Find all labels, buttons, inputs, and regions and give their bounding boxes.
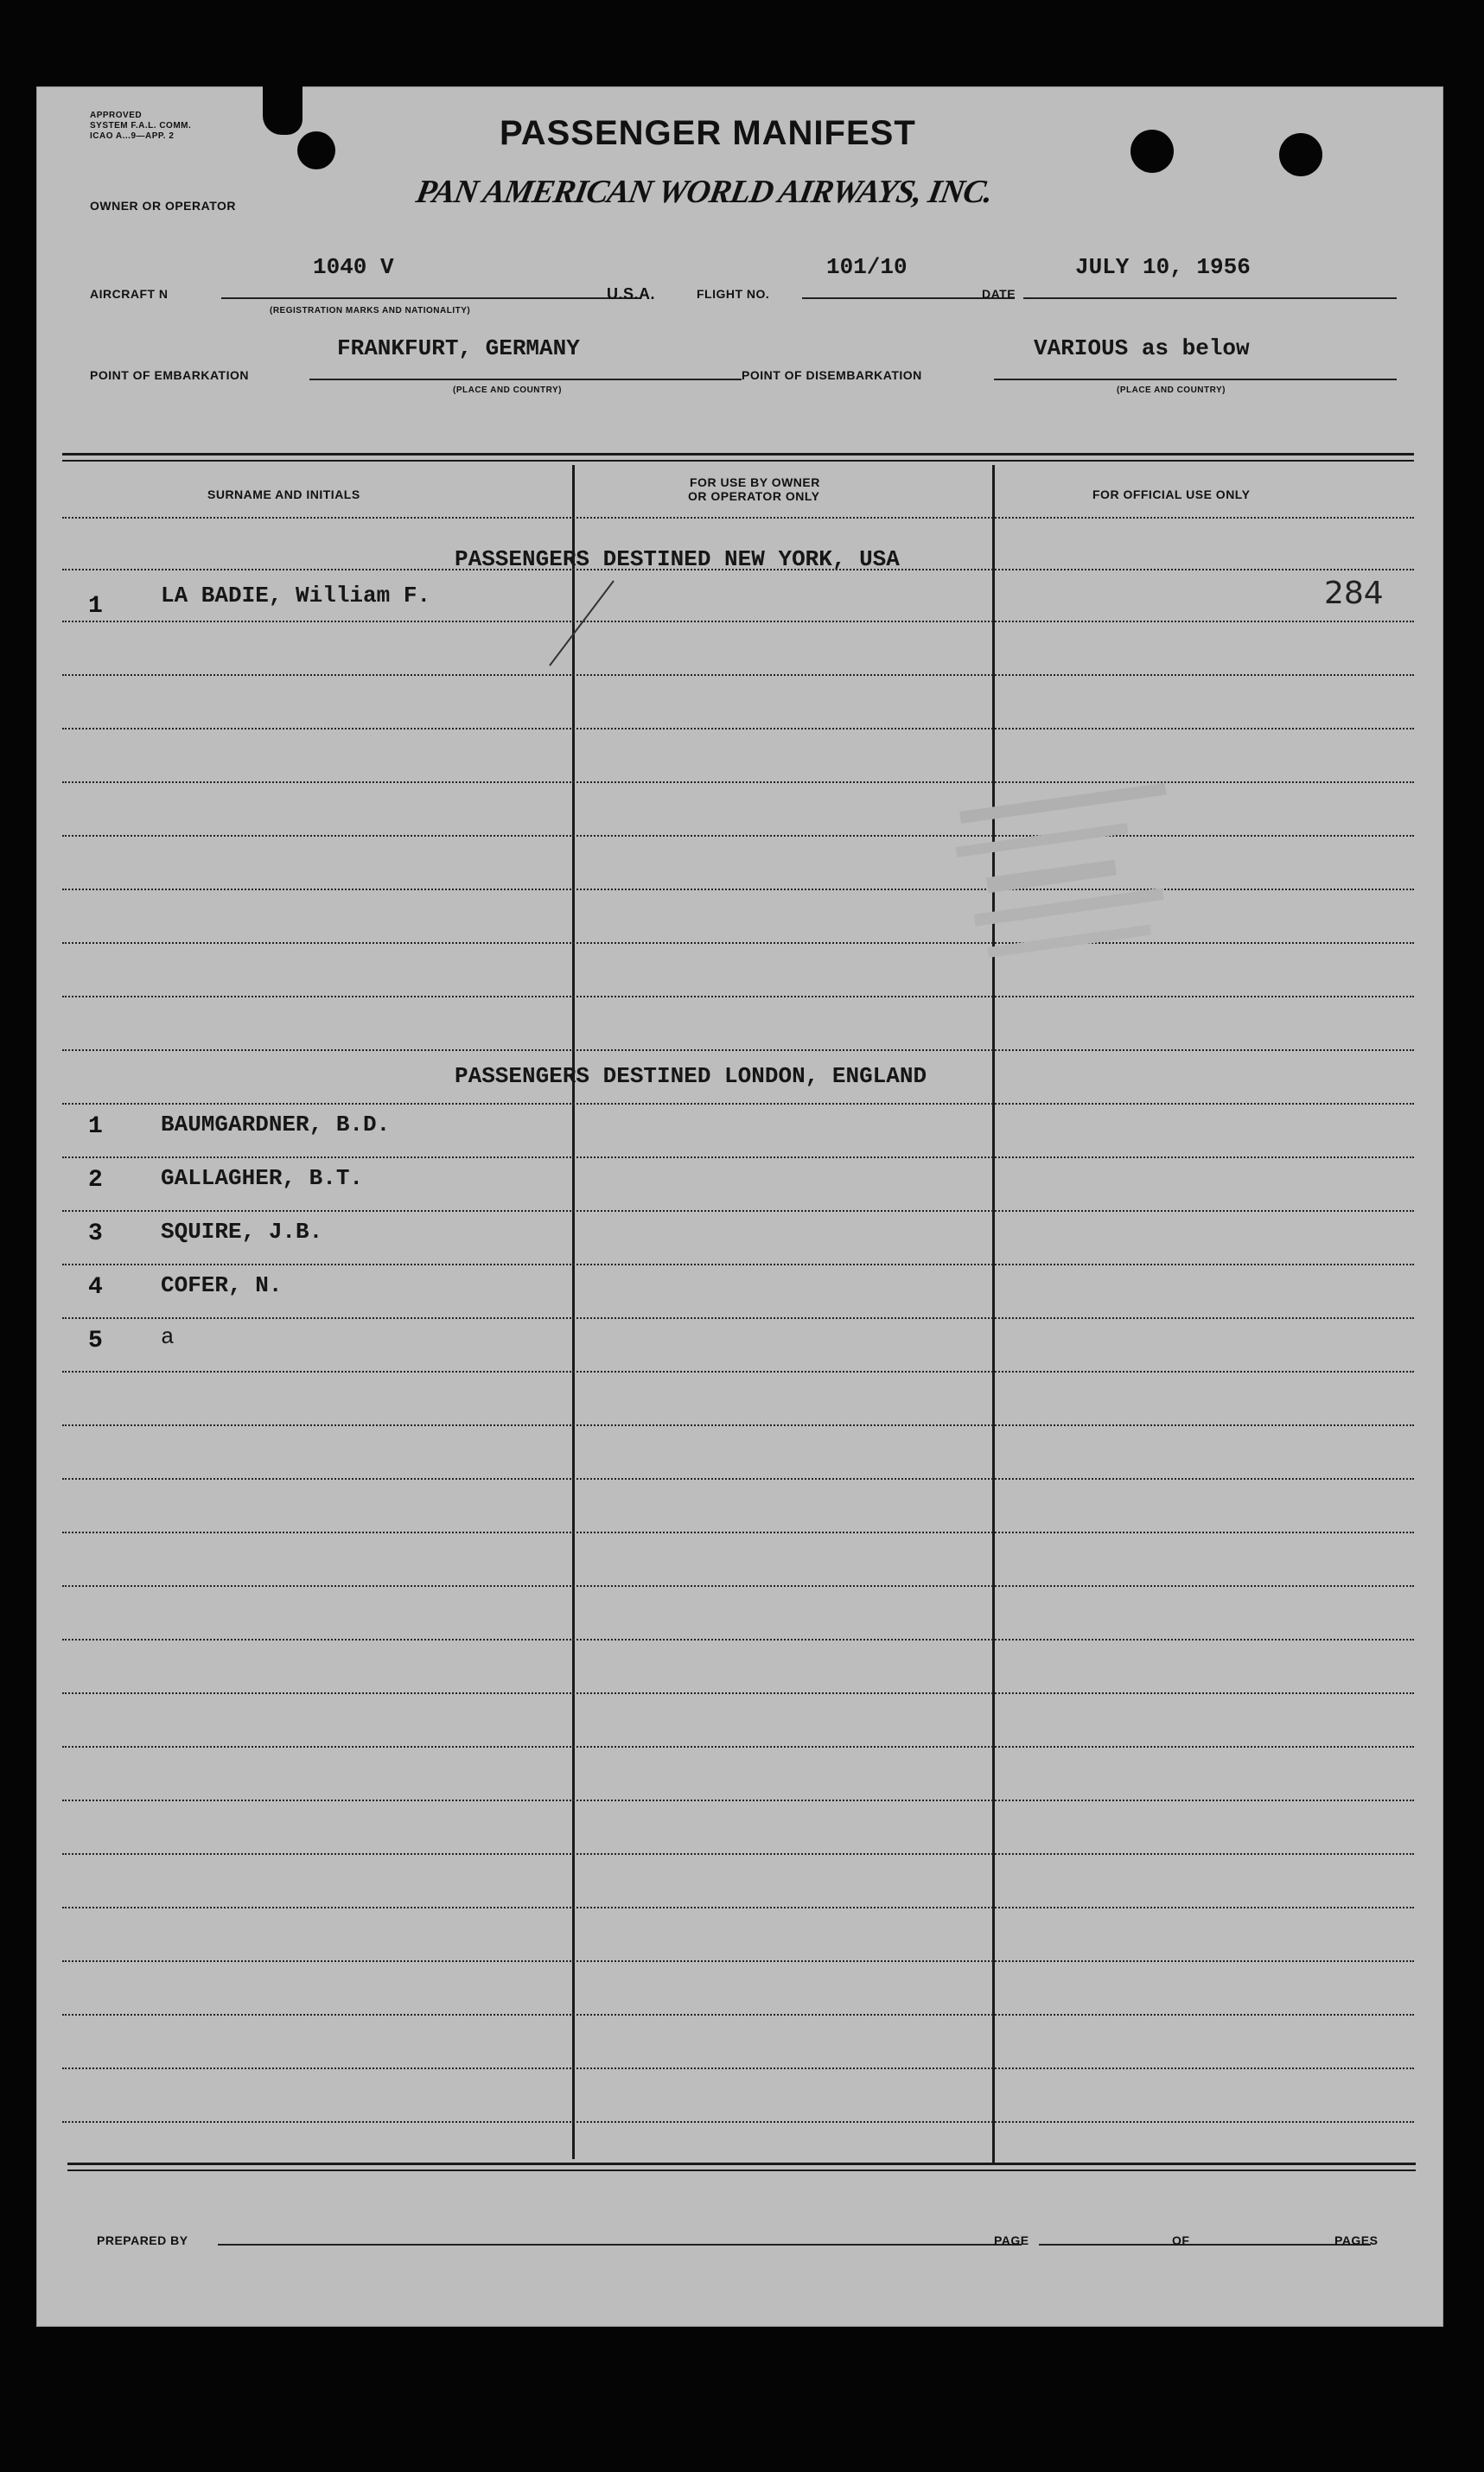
approval-line: ICAO A...9—APP. 2 — [90, 131, 175, 141]
table-top-rule — [62, 453, 1414, 456]
torn-corner — [263, 83, 303, 135]
table-top-rule — [62, 460, 1414, 462]
row-rule — [62, 1585, 1414, 1587]
column-header-surname: SURNAME AND INITIALS — [207, 487, 360, 501]
row-rule — [62, 1371, 1414, 1373]
group-heading: PASSENGERS DESTINED NEW YORK, USA — [455, 546, 900, 572]
row-number: 2 — [88, 1167, 103, 1194]
manifest-sheet — [36, 86, 1443, 2327]
passenger-name: COFER, N. — [161, 1272, 283, 1298]
passenger-name: a — [161, 1324, 175, 1350]
page-label: PAGE — [994, 2233, 1029, 2247]
row-rule — [62, 1264, 1414, 1265]
owner-label: OWNER OR OPERATOR — [90, 199, 236, 213]
table-bottom-rule — [67, 2169, 1416, 2171]
row-rule — [62, 2014, 1414, 2016]
group-heading: PASSENGERS DESTINED LONDON, ENGLAND — [455, 1063, 927, 1089]
disembark-rule — [994, 379, 1397, 380]
embark-value: FRANKFURT, GERMANY — [337, 335, 580, 361]
approval-line: APPROVED — [90, 111, 143, 120]
row-rule — [62, 517, 1414, 519]
punch-hole — [297, 131, 335, 169]
row-rule — [62, 1103, 1414, 1105]
flight-no-label: FLIGHT NO. — [697, 287, 770, 301]
operator-name: PAN AMERICAN WORLD AIRWAYS, INC. — [413, 174, 996, 210]
disembark-label: POINT OF DISEMBARKATION — [742, 368, 922, 382]
row-rule — [62, 1907, 1414, 1908]
row-rule — [62, 728, 1414, 729]
flight-no-value: 101/10 — [826, 254, 908, 280]
official-mark: 284 — [1324, 576, 1384, 611]
row-rule — [62, 1692, 1414, 1694]
row-number: 1 — [88, 1113, 103, 1140]
row-rule — [62, 1210, 1414, 1212]
row-rule — [62, 1049, 1414, 1051]
row-rule — [62, 1424, 1414, 1426]
column-divider — [572, 465, 575, 2159]
row-rule — [62, 1478, 1414, 1480]
pages-label: PAGES — [1334, 2233, 1379, 2247]
row-rule — [62, 2067, 1414, 2069]
prepared-by-label: PREPARED BY — [97, 2233, 188, 2247]
column-header-official: FOR OFFICIAL USE ONLY — [1092, 487, 1251, 501]
row-rule — [62, 1532, 1414, 1533]
row-rule — [62, 996, 1414, 997]
registration-note: (REGISTRATION MARKS AND NATIONALITY) — [270, 306, 471, 315]
row-rule — [62, 781, 1414, 783]
punch-hole — [1131, 130, 1174, 173]
row-rule — [62, 2121, 1414, 2123]
column-header-owner: OR OPERATOR ONLY — [688, 489, 820, 503]
table-bottom-rule — [67, 2163, 1416, 2165]
row-rule — [62, 1853, 1414, 1855]
row-rule — [62, 1156, 1414, 1158]
stray-pen-stroke — [541, 577, 619, 672]
aircraft-value: 1040 V — [313, 254, 394, 280]
embark-label: POINT OF EMBARKATION — [90, 368, 249, 382]
row-rule — [62, 1317, 1414, 1319]
row-number: 3 — [88, 1220, 103, 1247]
date-rule — [1023, 297, 1397, 299]
passenger-name: GALLAGHER, B.T. — [161, 1165, 364, 1191]
page-title: PASSENGER MANIFEST — [500, 114, 916, 152]
faded-stamp — [939, 761, 1224, 994]
faded-stamp-marks — [939, 761, 1224, 994]
of-label: OF — [1172, 2233, 1190, 2247]
aircraft-rule — [221, 297, 640, 299]
approval-line: SYSTEM F.A.L. COMM. — [90, 121, 192, 131]
row-number: 5 — [88, 1328, 103, 1354]
row-rule — [62, 621, 1414, 622]
date-value: JULY 10, 1956 — [1075, 254, 1251, 280]
nationality: U.S.A. — [607, 285, 656, 303]
row-rule — [62, 1639, 1414, 1641]
embark-note: (PLACE AND COUNTRY) — [453, 385, 562, 395]
row-rule — [62, 1800, 1414, 1801]
date-label: DATE — [982, 287, 1016, 301]
row-rule — [62, 835, 1414, 837]
disembark-note: (PLACE AND COUNTRY) — [1117, 385, 1226, 395]
row-rule — [62, 1746, 1414, 1748]
passenger-name: SQUIRE, J.B. — [161, 1219, 323, 1245]
passenger-name: LA BADIE, William F. — [161, 583, 431, 608]
punch-hole — [1279, 133, 1322, 176]
passenger-name: BAUMGARDNER, B.D. — [161, 1112, 391, 1137]
embark-rule — [309, 379, 742, 380]
disembark-value: VARIOUS as below — [1034, 335, 1250, 361]
row-number: 1 — [88, 593, 103, 620]
aircraft-label: AIRCRAFT N — [90, 287, 169, 301]
row-number: 4 — [88, 1274, 103, 1301]
row-rule — [62, 674, 1414, 676]
row-rule — [62, 1960, 1414, 1962]
column-header-owner: FOR USE BY OWNER — [690, 475, 820, 489]
prepared-by-rule — [218, 2244, 1022, 2246]
